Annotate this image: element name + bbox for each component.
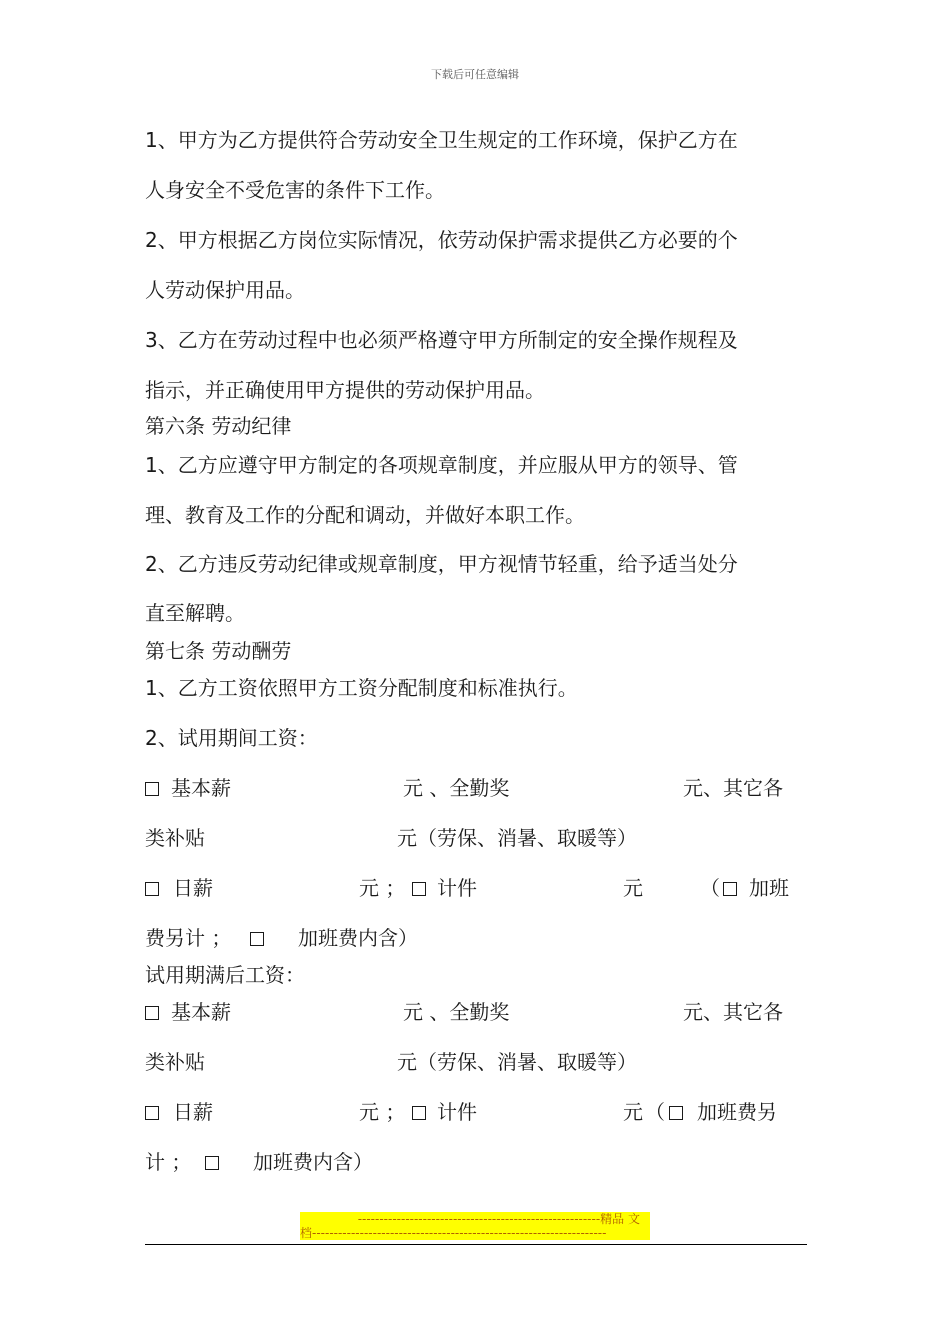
- basic-salary-checkbox[interactable]: [145, 782, 159, 796]
- discipline-1-line-2: 理、教育及工作的分配和调动，并做好本职工作。: [145, 503, 585, 527]
- after-trial-heading: 试用期满后工资：: [145, 963, 305, 987]
- daily-wage-label: 日薪: [173, 876, 213, 900]
- piece-yuan: 元: [623, 876, 643, 900]
- clause-3-line-2: 指示，并正确使用甲方提供的劳动保护用品。: [145, 378, 545, 402]
- page-header: 下载后可任意编辑: [431, 68, 519, 81]
- footer-line-2: 档--------------------------------------------------------------------: [300, 1226, 607, 1240]
- regular-paren-open: （: [645, 1100, 665, 1124]
- footer-line-1: --------------------------------------------------------精品 文: [357, 1212, 640, 1226]
- regular-subsidy-row: [145, 1050, 807, 1074]
- overtime-label: 加班: [749, 876, 789, 900]
- clause-3-line-1: 3、乙方在劳动过程中也必须严格遵守甲方所制定的安全操作规程及: [145, 328, 738, 352]
- trial-overtime-row: [145, 926, 807, 950]
- regular-overtime-row: [145, 1150, 807, 1174]
- regular-subsidy-label: 类补贴: [145, 1050, 205, 1074]
- regular-ji-label: 计 ；: [145, 1150, 192, 1174]
- footer-rule: [145, 1244, 807, 1245]
- full-attendance-label: 元 、全勤奖: [403, 776, 510, 800]
- regular-overtime-included-label: 加班费内含）: [253, 1150, 373, 1174]
- daily-wage-checkbox[interactable]: [145, 882, 159, 896]
- article-6-heading: 第六条 劳动纪律: [145, 414, 292, 438]
- regular-piece-yuan: 元: [623, 1100, 643, 1124]
- page-footer: [300, 1212, 650, 1240]
- discipline-2-line-2: 直至解聘。: [145, 601, 245, 625]
- regular-full-attendance-label: 元 、全勤奖: [403, 1000, 510, 1024]
- trial-subsidy-row: [145, 826, 807, 850]
- pay-2-trial-heading: 2、试用期间工资：: [145, 726, 318, 750]
- subsidy-detail: 元（劳保、消暑、取暖等）: [397, 826, 637, 850]
- piece-rate-label: 计件: [437, 876, 477, 900]
- fee-separate-label: 费另计 ；: [145, 926, 232, 950]
- regular-overtime-separate-label: 加班费另: [697, 1100, 777, 1124]
- basic-salary-label: 基本薪: [171, 776, 231, 800]
- regular-daily-yuan: 元 ；: [359, 1100, 406, 1124]
- clause-1-line-1: 1、甲方为乙方提供符合劳动安全卫生规定的工作环境，保护乙方在: [145, 128, 738, 152]
- overtime-included-label: 加班费内含）: [298, 926, 418, 950]
- other-label: 元、其它各: [683, 776, 783, 800]
- clause-2-line-1: 2、甲方根据乙方岗位实际情况，依劳动保护需求提供乙方必要的个: [145, 228, 738, 252]
- article-7-heading: 第七条 劳动酬劳: [145, 639, 292, 663]
- regular-overtime-separate-checkbox[interactable]: [669, 1106, 683, 1120]
- regular-daily-row: [145, 1100, 807, 1124]
- discipline-1-line-1: 1、乙方应遵守甲方制定的各项规章制度，并应服从甲方的领导、管: [145, 453, 738, 477]
- regular-daily-wage-checkbox[interactable]: [145, 1106, 159, 1120]
- regular-other-label: 元、其它各: [683, 1000, 783, 1024]
- overtime-included-checkbox[interactable]: [250, 932, 264, 946]
- regular-basic-salary-checkbox[interactable]: [145, 1006, 159, 1020]
- trial-salary-row: [145, 776, 807, 800]
- clause-1-line-2: 人身安全不受危害的条件下工作。: [145, 178, 445, 202]
- pay-1: 1、乙方工资依照甲方工资分配制度和标准执行。: [145, 676, 578, 700]
- regular-salary-row: [145, 1000, 807, 1024]
- subsidy-label: 类补贴: [145, 826, 205, 850]
- regular-basic-salary-label: 基本薪: [171, 1000, 231, 1024]
- piece-rate-checkbox[interactable]: [412, 882, 426, 896]
- trial-daily-row: [145, 876, 807, 900]
- overtime-separate-checkbox[interactable]: [723, 882, 737, 896]
- regular-daily-wage-label: 日薪: [173, 1100, 213, 1124]
- daily-yuan: 元 ；: [359, 876, 406, 900]
- regular-piece-rate-label: 计件: [437, 1100, 477, 1124]
- discipline-2-line-1: 2、乙方违反劳动纪律或规章制度，甲方视情节轻重，给予适当处分: [145, 552, 738, 576]
- regular-subsidy-detail: 元（劳保、消暑、取暖等）: [397, 1050, 637, 1074]
- paren-open: （: [700, 876, 720, 900]
- regular-overtime-included-checkbox[interactable]: [205, 1156, 219, 1170]
- regular-piece-rate-checkbox[interactable]: [412, 1106, 426, 1120]
- clause-2-line-2: 人劳动保护用品。: [145, 278, 305, 302]
